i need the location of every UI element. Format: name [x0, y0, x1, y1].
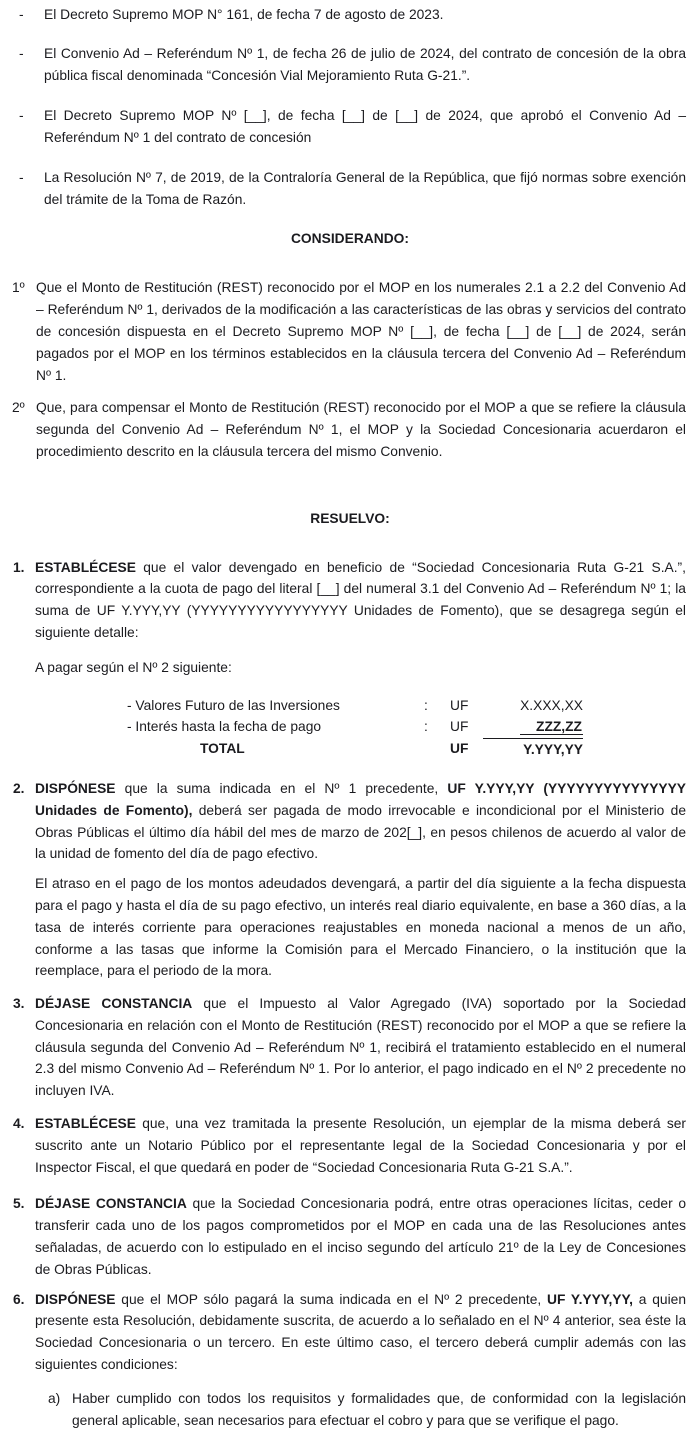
considerando-item-1: [0, 277, 686, 386]
resolutivo-text-1: ESTABLÉCESE que el valor devengado en beneficio de “Sociedad Concesionaria Ruta G-21 S.A.”, correspondiente a la cuota de pago del literal [__] del numeral 3.1 del Convenio Ad – Referéndum Nº 1; la suma de UF Y.YYY,YY (YYYYYYYYYYYYYYYYY Unidades de Fomento), que se desagrega según el siguiente detalle:: [35, 559, 686, 640]
resolutivo-text-4: ESTABLÉCESE que, una vez tramitada la presente Resolución, un ejemplar de la misma deberá ser suscrito ante un Notario Público por el representante legal de la Sociedad Concesionaria y por el Inspector Fiscal, el que quedará en poder de “Sociedad Concesionaria Ruta G-21 S.A.”.: [35, 1116, 686, 1175]
resolutivo-item-5: [0, 1193, 686, 1280]
resolutivo-text-6: DISPÓNESE que el MOP sólo pagará la suma indicada en el Nº 2 precedente, UF Y.YYY,YY, a quien presente esta Resolución, debidamente suscrita, de acuerdo a lo señalado en el Nº 4 anterior, sea éste la Sociedad Concesionaria o un tercero. En este último caso, el tercero deberá cumplir además con las siguientes condiciones:: [35, 1291, 686, 1373]
row-unit: UF: [450, 719, 469, 735]
vistos-text-4: La Resolución Nº 7, de 2019, de la Contraloría General de la República, que fijó normas sobre exención del trámite de la Toma de Razón.: [44, 169, 686, 207]
table-row-interes: [127, 716, 583, 738]
row-amount: [483, 716, 583, 738]
bullet-marker: -: [19, 108, 24, 124]
item-number: 3.: [13, 996, 25, 1012]
row-amount: X.XXX,XX: [520, 697, 583, 713]
item-number: 2º: [12, 400, 25, 416]
vistos-item-2: [0, 43, 686, 87]
resolutivo-text-2: DISPÓNESE que la suma indicada en el Nº 1 precedente, UF Y.YYY,YY (YYYYYYYYYYYYYYY Unidades de Fomento), deberá ser pagada de modo irrevocable e incondicional por el Ministerio de Obras Públicas el último día hábil del mes de marzo de 202[_], en pesos chilenos de acuerdo al valor de la unidad de fomento del día de pago efectivo.: [35, 780, 687, 862]
row-label: - Valores Futuro de las Inversiones: [127, 697, 340, 713]
item-number: 1º: [12, 280, 25, 296]
vistos-text-1: El Decreto Supremo MOP N° 161, de fecha 7 de agosto de 2023.: [44, 7, 444, 22]
resolutivo-item-2: [0, 778, 686, 865]
payment-table: [127, 695, 583, 761]
row-amount: Y.YYY,YY: [483, 738, 583, 761]
payment-intro: A pagar según el Nº 2 siguiente:: [35, 659, 232, 675]
bullet-marker: -: [19, 7, 24, 22]
item-number: 5.: [13, 1196, 25, 1212]
resolutivo-text-5: DÉJASE CONSTANCIA que la Sociedad Concesionaria podrá, entre otras operaciones lícitas, ceder o transferir cada uno de los pagos comprometidos por el MOP en cada una de las Resoluciones antes señaladas, de acuerdo con lo estipulado en el inciso segundo del artículo 21º de la Ley de Concesiones de Obras Públicas.: [35, 1196, 686, 1277]
vistos-item-3: [0, 105, 686, 149]
resolutivo-item-6: [0, 1289, 686, 1376]
considerando-heading: CONSIDERANDO:: [290, 230, 410, 246]
bullet-marker: -: [19, 169, 24, 185]
row-label: TOTAL: [200, 741, 245, 757]
resolutivo-text-3: DÉJASE CONSTANCIA que el Impuesto al Valor Agregado (IVA) soportado por la Sociedad Concesionaria en relación con el Monto de Restitución (REST) reconocido por el MOP a que se refiere la cláusula segunda del Convenio Ad – Referéndum Nº 1, recibirá el tratamiento establecido en el numeral 2.3 del mismo Convenio Ad – Referéndum Nº 1. Por lo anterior, el pago indicado en el Nº 2 precedente no incluyen IVA.: [35, 996, 686, 1099]
row-colon: :: [424, 697, 428, 713]
resolutivo-item-4: [0, 1113, 686, 1178]
resolutivo-text-6a: Haber cumplido con todos los requisitos y formalidades que, de conformidad con la legislación general aplicable, sean necesarios para efectuar el cobro y para que se verifique el pago.: [72, 1390, 686, 1428]
row-unit: UF: [450, 741, 469, 757]
row-label: - Interés hasta la fecha de pago: [127, 719, 322, 735]
bullet-marker: -: [19, 45, 24, 61]
table-row-valores-futuro: [127, 695, 583, 717]
vistos-item-4: [0, 167, 686, 211]
row-colon: :: [424, 719, 428, 735]
vistos-item-1: [0, 4, 686, 26]
underlined-amount: ZZZ,ZZ: [520, 719, 583, 735]
table-row-total: [127, 738, 583, 761]
item-number: 2.: [13, 780, 25, 796]
resolutivo-item-6-sub-a: [0, 1388, 686, 1432]
row-colon: [424, 738, 450, 761]
resolutivo-text-2-continuation: El atraso en el pago de los montos adeudados devengará, a partir del día siguiente a la fecha dispuesta para el pago y hasta el día de su pago efectivo, un interés real diario equivalente, en base a 360 días, a la tasa de interés corriente para operaciones reajustables en moneda nacional a menos de un año, conforme a las tasas que informe la Comisión para el Mercado Financiero, o la institución que la reemplace, para el periodo de la mora.: [35, 876, 686, 979]
resolutivo-item-1: [0, 557, 686, 644]
resuelvo-heading: RESUELVO:: [310, 510, 390, 526]
considerando-item-2: [0, 397, 686, 462]
considerando-text-1: Que el Monto de Restitución (REST) reconocido por el MOP en los numerales 2.1 a 2.2 del Convenio Ad – Referéndum Nº 1, derivados de la modificación a las características de las obras y servicios del contrato de concesión dispuesta en el Decreto Supremo MOP Nº [__], de fecha [__] de [__] de 2024, serán pagados por el MOP en los términos establecidos en la cláusula tercera del Convenio Ad – Referéndum Nº 1.: [36, 280, 686, 383]
resolutivo-item-3: [0, 993, 686, 1102]
vistos-text-3: El Decreto Supremo MOP Nº [__], de fecha [__] de [__] de 2024, que aprobó el Convenio Ad – Referéndum Nº 1 del contrato de concesión: [44, 108, 686, 146]
item-number: 6.: [13, 1291, 25, 1307]
item-number: 1.: [13, 559, 25, 575]
row-unit: UF: [450, 697, 469, 713]
item-letter: a): [48, 1390, 61, 1406]
item-number: 4.: [13, 1116, 25, 1132]
vistos-text-2: El Convenio Ad – Referéndum Nº 1, de fecha 26 de julio de 2024, del contrato de concesión de la obra pública fiscal denominada “Concesión Vial Mejoramiento Ruta G-21.”.: [44, 45, 686, 83]
considerando-text-2: Que, para compensar el Monto de Restitución (REST) reconocido por el MOP a que se refiere la cláusula segunda del Convenio Ad – Referéndum Nº 1, el MOP y la Sociedad Concesionaria acuerdaron el procedimiento descrito en la cláusula tercera del mismo Convenio.: [36, 400, 686, 459]
